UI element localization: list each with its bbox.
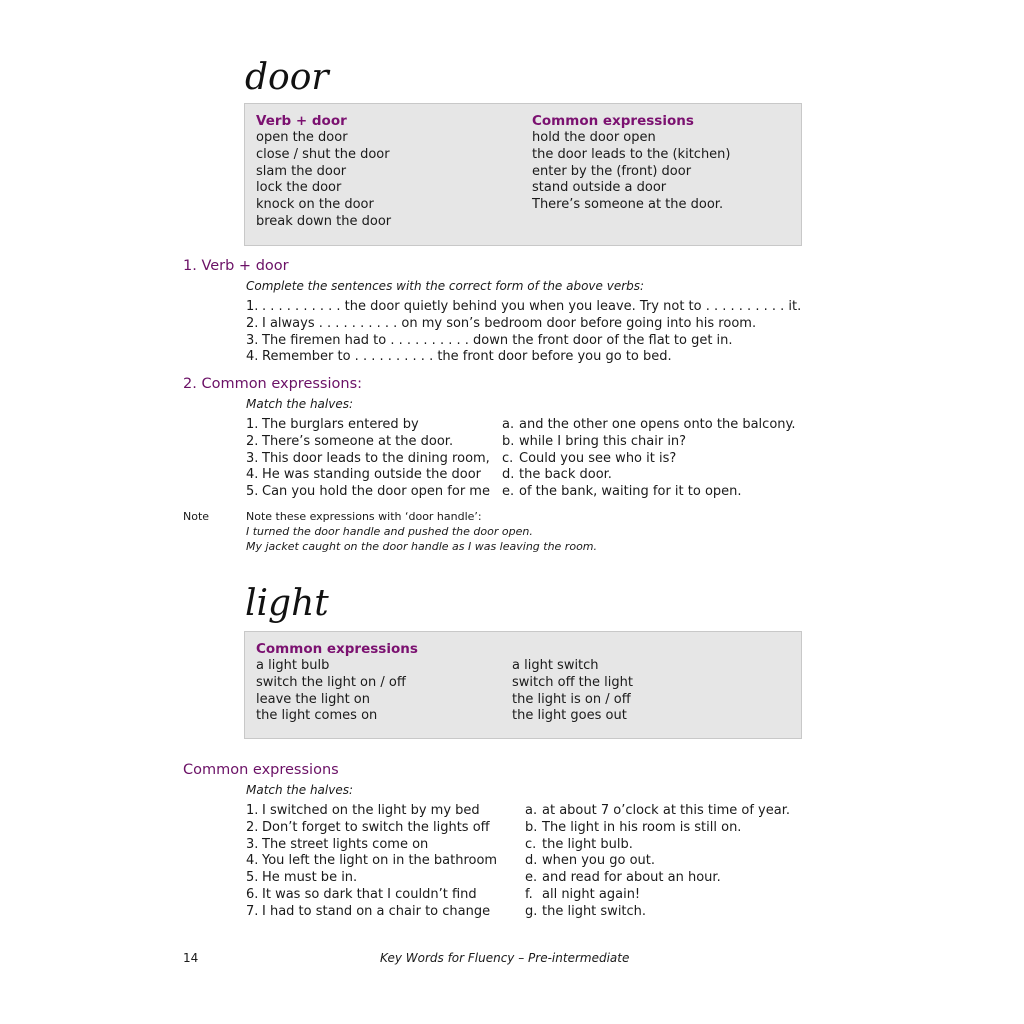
light-exercise-second-half [525,803,790,820]
light-exercise-second-half [525,887,790,904]
exercise-2-second-half-marker: e. [502,484,515,500]
door-expressions-list [532,130,731,214]
verb-door-item: break down the door [256,213,392,229]
light-exercise-first-half-marker: 1. [246,803,259,818]
door-expressions-column [532,113,731,214]
exercise-1-instruction: Complete the sentences with the correct form of the above verbs: [246,279,645,293]
light-exercise-first-half [246,820,497,837]
light-expression-item: the light comes on [256,708,378,724]
light-expression-item: a light switch [512,658,599,673]
light-exercise-second-half [525,820,790,837]
light-expressions-list-left [256,658,406,725]
exercise-2-first-half-text: There’s someone at the door. [262,433,454,449]
exercise-1-item-text: . . . . . . . . . . the door quietly behind you when you leave. Try not to . . . . . . . . . . it. [262,299,802,314]
light-exercise-second-half-text: all night again! [542,886,641,902]
light-exercise-first-half-text: You left the light on in the bathroom [262,853,498,869]
verb-door-item: slam the door [256,163,347,179]
light-exercise-second-half-marker: g. [525,903,538,919]
light-exercise-second-half [525,870,790,887]
door-vocabulary-box [244,103,802,246]
exercise-1-item-text: Remember to . . . . . . . . . . the front door before you go to bed. [262,349,672,365]
exercise-2-first-halves [246,417,490,501]
light-exercise-second-halves [525,803,790,921]
light-exercise-second-half-marker: c. [525,836,537,852]
verb-door-item: open the door [256,130,348,145]
exercise-2-first-half [246,484,490,501]
light-exercise-first-half [246,904,497,921]
exercise-2-first-half-marker: 1. [246,417,259,432]
light-exercise-first-half-marker: 6. [246,886,259,902]
light-exercise-second-half-marker: f. [525,886,533,902]
light-exercise-second-half-marker: d. [525,853,538,869]
light-exercise-first-half-marker: 3. [246,836,259,852]
light-exercise-second-half-text: the light bulb. [542,836,633,852]
light-exercise-first-half-text: Don’t forget to switch the lights off [262,819,490,835]
exercise-2-second-half [502,417,795,434]
light-exercise-first-halves [246,803,497,921]
exercise-1-item-text: The firemen had to . . . . . . . . . . down the front door of the flat to get in. [262,332,733,348]
exercise-2-second-half-text: and the other one opens onto the balcony. [519,417,796,432]
exercise-2-first-half-marker: 3. [246,450,259,466]
light-exercise-first-half-text: The street lights come on [262,836,429,852]
light-expression-item: switch off the light [512,674,633,690]
verb-door-item: lock the door [256,180,342,196]
exercise-2-second-half-marker: c. [502,450,514,466]
exercise-2-first-half-marker: 4. [246,467,259,483]
exercise-2-second-half-marker: a. [502,417,515,432]
exercise-2-second-half-text: of the bank, waiting for it to open. [519,484,742,500]
light-exercise-second-half-marker: a. [525,803,538,818]
exercise-1-heading: 1. Verb + door [183,258,289,274]
exercise-2-second-half-text: the back door. [519,467,612,483]
light-exercise-first-half-text: I had to stand on a chair to change [262,903,491,919]
light-exercise-second-half-text: when you go out. [542,853,656,869]
exercise-2-second-half [502,484,795,501]
exercise-1-list [246,299,801,366]
exercise-1-item [246,349,801,366]
light-exercise-first-half-text: It was so dark that I couldn’t find [262,886,477,902]
door-expression-item: hold the door open [532,130,656,145]
exercise-1-item-marker: 2. [246,315,259,331]
exercise-2-second-half-text: Could you see who it is? [519,450,677,466]
light-exercise-first-half-marker: 7. [246,903,259,919]
light-exercise-second-half-text: the light switch. [542,903,647,919]
light-expressions-list-right [512,658,633,725]
light-exercise-first-half-text: He must be in. [262,870,358,886]
light-exercise-second-half [525,837,790,854]
light-exercise-second-half-text: at about 7 o’clock at this time of year. [542,803,791,818]
light-exercise-heading: Common expressions [183,762,339,778]
verb-door-heading: Verb + door [256,113,347,129]
light-exercise-first-half-marker: 5. [246,870,259,886]
exercise-2-second-half [502,434,795,451]
light-exercise-first-half [246,803,497,820]
door-verb-column [256,113,391,231]
exercise-2-first-half [246,451,490,468]
light-expression-item: switch the light on / off [256,674,406,690]
light-exercise-instruction: Match the halves: [246,783,354,797]
exercise-2-second-half-text: while I bring this chair in? [519,433,687,449]
light-exercise-second-half-text: and read for about an hour. [542,870,721,886]
light-exercise-first-half [246,887,497,904]
exercise-2-instruction: Match the halves: [246,397,354,411]
exercise-2-second-half [502,451,795,468]
light-expression-item: leave the light on [256,691,371,707]
light-exercise-first-half-text: I switched on the light by my bed [262,803,480,818]
light-exercise-first-half-marker: 2. [246,819,259,835]
page-number: 14 [183,951,199,965]
light-exercise-second-half-marker: b. [525,819,538,835]
headword-door: door [245,57,329,98]
light-expression-item: the light goes out [512,708,627,724]
exercise-2-first-half-text: He was standing outside the door [262,467,482,483]
exercise-1-item [246,333,801,350]
note-intro: Note these expressions with ‘door handle’: [246,510,482,523]
exercise-2-second-half [502,467,795,484]
exercise-1-item-text: I always . . . . . . . . . . on my son’s bedroom door before going into his room. [262,315,757,331]
exercise-2-heading: 2. Common expressions: [183,376,363,392]
exercise-1-item [246,316,801,333]
light-exercise-second-half [525,904,790,921]
exercise-2-first-half-text: Can you hold the door open for me [262,484,490,500]
headword-light: light [245,583,329,624]
light-expression-item: a light bulb [256,658,330,673]
exercise-2-first-half-marker: 2. [246,433,259,449]
light-exercise-first-half-marker: 4. [246,853,259,869]
light-exercise-second-half-text: The light in his room is still on. [542,819,742,835]
book-title: Key Words for Fluency – Pre-intermediate [380,951,630,965]
verb-door-list [256,130,391,231]
light-exercise-second-half-marker: e. [525,870,538,886]
exercise-2-second-halves [502,417,795,501]
verb-door-item: close / shut the door [256,146,390,162]
exercise-1-item-marker: 3. [246,332,259,348]
note-example: I turned the door handle and pushed the door open. [246,525,533,538]
light-exercise-first-half [246,853,497,870]
exercise-2-second-half-marker: d. [502,467,515,483]
door-expression-item: the door leads to the (kitchen) [532,146,731,162]
note-label: Note [183,510,210,523]
exercise-2-first-half [246,467,490,484]
exercise-1-item-marker: 1. [246,299,259,314]
verb-door-item: knock on the door [256,197,374,213]
light-exercise-first-half [246,837,497,854]
exercise-1-item [246,299,801,316]
exercise-2-first-half-marker: 5. [246,484,259,500]
door-expression-item: There’s someone at the door. [532,197,724,213]
door-expression-item: stand outside a door [532,180,667,196]
exercise-2-first-half-text: The burglars entered by [262,417,419,432]
door-common-expressions-heading: Common expressions [532,113,694,129]
note-example: My jacket caught on the door handle as I was leaving the room. [246,540,598,553]
exercise-2-first-half [246,434,490,451]
light-common-expressions-heading: Common expressions [256,641,418,657]
exercise-1-item-marker: 4. [246,349,259,365]
exercise-2-first-half [246,417,490,434]
light-expression-item: the light is on / off [512,691,631,707]
light-vocabulary-box [244,631,802,739]
light-exercise-first-half [246,870,497,887]
exercise-2-second-half-marker: b. [502,433,515,449]
door-expression-item: enter by the (front) door [532,163,692,179]
light-exercise-second-half [525,853,790,870]
exercise-2-first-half-text: This door leads to the dining room, [262,450,490,466]
note-examples [246,524,597,554]
